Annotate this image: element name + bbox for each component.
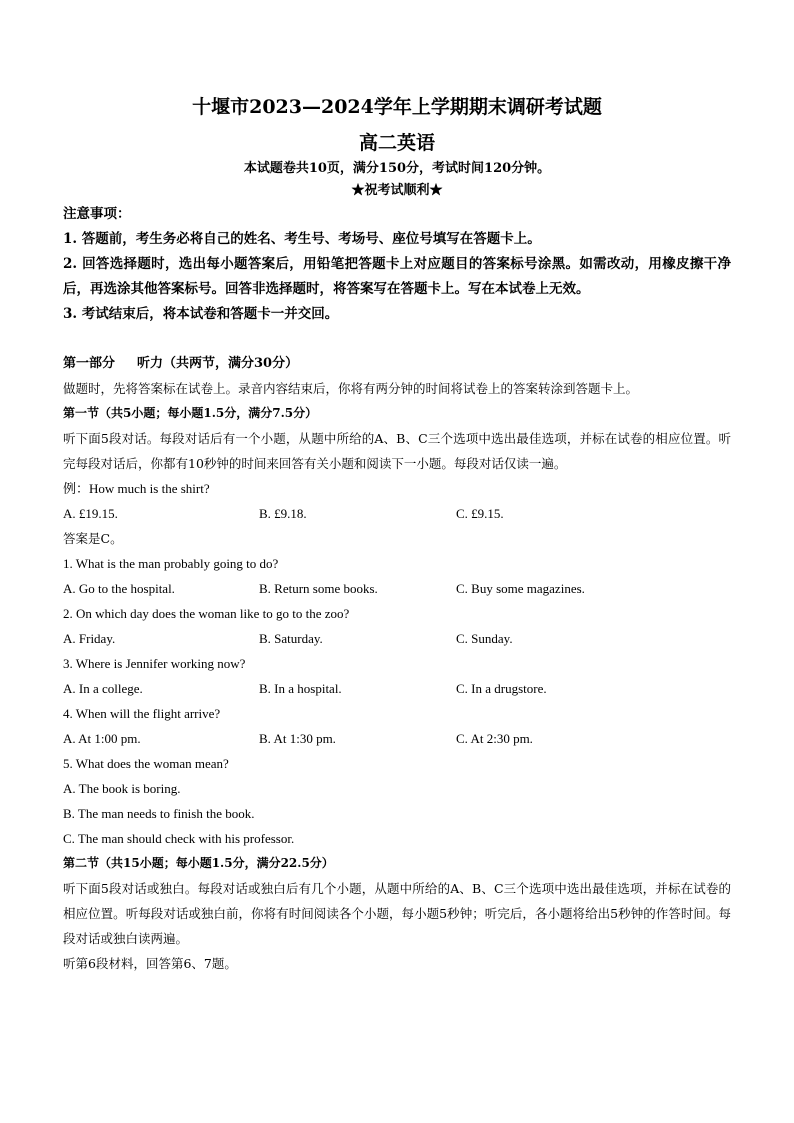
exam-page [63,94,731,976]
blessing: ★祝考试顺利★ [351,183,443,198]
option-b: B. Return some books. [259,581,378,596]
option-b: B. The man needs to finish the book. [63,806,255,821]
question-2: 2. On which day does the woman like to go to the zoo? [63,606,350,621]
part1-instruction: 做题时，先将答案标在试卷上。录音内容结束后，你将有两分钟的时间将试卷上的答案转涂到答题卡上。 [63,381,639,396]
notice-item: 1. 答题前，考生务必将自己的姓名、考生号、考场号、座位号填写在答题卡上。 [63,231,541,247]
option-a: A. Friday. [63,631,116,646]
section2-heading: 第二节（共15小题；每小题1.5分，满分22.5分） [63,856,334,870]
question-2-options [63,626,731,651]
notice-section [63,202,731,327]
section2-instruction: 听下面5段对话或独白。每段对话或独白后有几个小题，从题中所给的A、B、C三个选项中选出最佳选项，并标在试卷的相应位置。听每段对话或独白前，你将有时间阅读各个小题，每小题5秒钟；听完后，各小题将给出5秒钟的作答时间。每段对话或独白读两遍。 [63,881,731,946]
part1-label: 第一部分 [63,356,116,371]
part1-heading [63,351,731,376]
example-question: 例：How much is the shirt? [63,481,210,496]
question-3: 3. Where is Jennifer working now? [63,656,246,671]
question-1: 1. What is the man probably going to do? [63,556,279,571]
option-a: A. The book is boring. [63,781,181,796]
example-options [63,501,731,526]
notice-heading: 注意事项： [63,206,131,222]
option-c: C. The man should check with his professor. [63,831,295,846]
question-3-options [63,676,731,701]
material-6-note: 听第6段材料，回答第6、7题。 [63,956,237,971]
notice-item: 3. 考试结束后，将本试卷和答题卡一并交回。 [63,306,339,322]
option-c: C. £9.15. [456,506,504,521]
question-1-options [63,576,731,601]
exam-title: 十堰市2023—2024学年上学期期末调研考试题 [192,96,602,118]
option-a: A. In a college. [63,681,143,696]
option-b: B. At 1:30 pm. [259,731,336,746]
section1-instruction: 听下面5段对话。每段对话后有一个小题，从题中所给的A、B、C三个选项中选出最佳选项，并标在试卷的相应位置。听完每段对话后，你都有10秒钟的时间来回答有关小题和阅读下一小题。每段对话仅读一遍。 [63,431,731,471]
option-c: C. At 2:30 pm. [456,731,533,746]
option-c: C. Sunday. [456,631,513,646]
exam-info: 本试题卷共10页，满分150分，考试时间120分钟。 [243,161,551,176]
example-answer: 答案是C。 [63,531,123,546]
option-a: A. £19.15. [63,506,118,521]
question-5: 5. What does the woman mean? [63,756,229,771]
question-4: 4. When will the flight arrive? [63,706,221,721]
option-b: B. In a hospital. [259,681,342,696]
question-4-options [63,726,731,751]
option-b: B. Saturday. [259,631,323,646]
subject-title: 高二英语 [358,132,435,154]
notice-item: 2. 回答选择题时，选出每小题答案后，用铅笔把答题卡上对应题目的答案标号涂黑。如需改动，用橡皮擦干净后，再选涂其他答案标号。回答非选择题时，将答案写在答题卡上。写在本试卷上无效。 [63,256,731,297]
option-a: A. Go to the hospital. [63,581,175,596]
option-c: C. In a drugstore. [456,681,547,696]
option-b: B. £9.18. [259,506,307,521]
option-a: A. At 1:00 pm. [63,731,141,746]
option-c: C. Buy some magazines. [456,581,585,596]
section1-heading: 第一节（共5小题；每小题1.5分，满分7.5分） [63,406,318,420]
part1-title: 听力（共两节，满分30分） [137,356,299,371]
